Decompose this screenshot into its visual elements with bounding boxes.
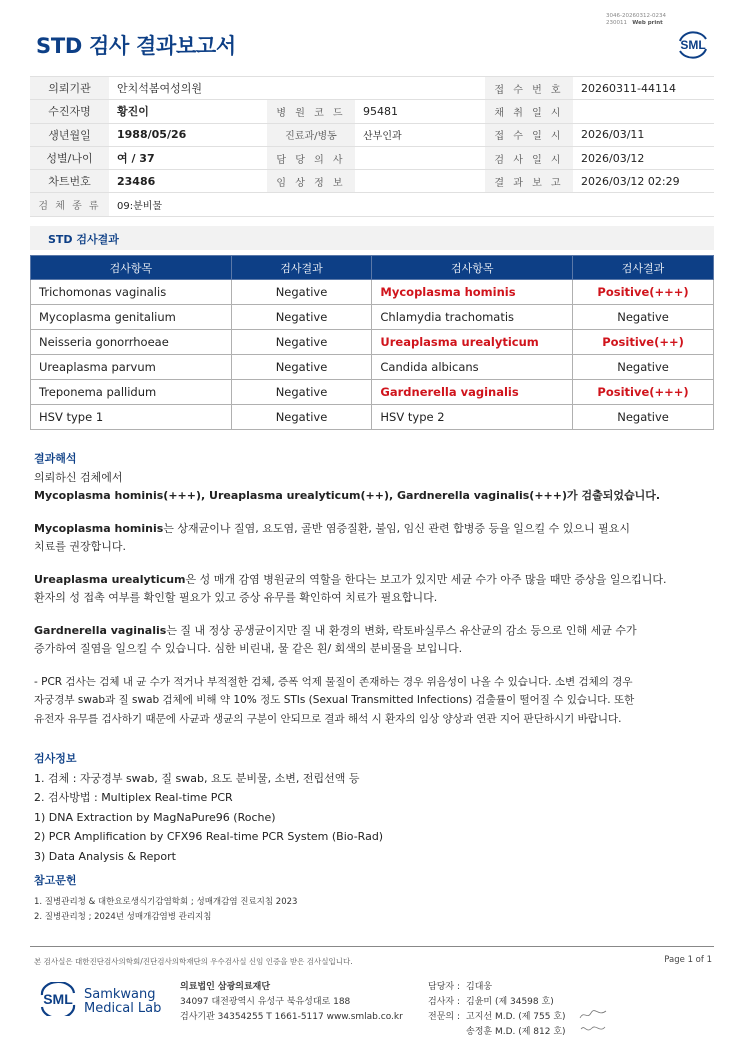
interpretation-section [34,450,714,728]
references-title: 참고문헌 [34,874,77,887]
sml-logo-icon [36,982,80,1016]
info-label: 검 사 일 시 [485,146,573,169]
column-header: 검사항목 [31,256,232,280]
reference-line: 2. 질병관리청 ; 2024년 성매개감염병 관리지침 [34,911,212,922]
interpretation-paragraph: Gardnerella vaginalis는 질 내 정상 공생균이지만 질 내 환경의 변화, 락토바실루스 유산균의 감소 등으로 인해 세균 수가 증가하여 질염을 일으킬 수 있습니다. 심한 비린내, 물 같은 흰/ 회색의 분비물을 보입니다. [34,623,637,655]
birthdate-value: 1988/05/26 [109,123,267,146]
chart-number-value: 23486 [109,170,267,193]
lab-logo-text: Samkwang Medical Lab [84,987,162,1016]
test-result: Negative [231,305,372,330]
test-item: Trichomonas vaginalis [31,280,232,305]
test-result: Negative [231,280,372,305]
section-title: STD 검사결과 [48,233,119,246]
department-value: 산부인과 [355,123,485,146]
table-row [31,355,714,380]
info-label: 채 취 일 시 [485,100,573,123]
info-label: 진료과/병동 [267,123,355,146]
info-label: 의뢰기관 [30,77,109,100]
info-label: 병 원 코 드 [267,100,355,123]
test-result: Positive(+++) [573,380,714,405]
specimen-type-value: 09:분비물 [109,193,714,216]
info-row [30,170,714,193]
test-info-line: 1. 검체 : 자궁경부 swab, 질 swab, 요도 분비물, 소변, 전립선액 등 [34,771,360,785]
info-value [355,77,485,100]
sml-logo-icon [674,27,712,61]
info-label: 성별/나이 [30,146,109,169]
info-label: 임 상 정 보 [267,170,355,193]
print-code: 3046-20260312-0234 230011 Web print [606,13,666,26]
interpretation-paragraph: Ureaplasma urealyticum은 성 매개 감염 병원균의 역할을 한다는 보고가 있지만 세균 수가 아주 많을 때만 증상을 일으킵니다. 환자의 성 접촉 여부를 확인할 필요가 있고 증상 유무를 확인하여 치료가 필요합니다. [34,572,667,604]
column-header: 검사항목 [372,256,573,280]
staff-name: 김대웅 [466,982,493,992]
signature-icon [578,1022,608,1036]
test-result: Positive(+++) [573,280,714,305]
test-item: Neisseria gonorrhoeae [31,330,232,355]
test-item: HSV type 1 [31,405,232,430]
info-row [30,146,714,169]
test-item: Gardnerella vaginalis [372,380,573,405]
test-result: Negative [231,380,372,405]
table-row [31,280,714,305]
hospital-code-value: 95481 [355,100,485,123]
test-result: Negative [231,355,372,380]
test-info-title: 검사정보 [34,752,77,765]
test-result: Negative [573,405,714,430]
references-section [34,872,714,925]
test-info-line: 2) PCR Amplification by CFX96 Real-time PCR System (Bio-Rad) [34,830,384,843]
test-result: Negative [231,405,372,430]
organization-info: 의료법인 삼광의료재단 34097 대전광역시 유성구 북유성대로 188 검사기관 34354255 T 1661-5117 www.smlab.co.kr [180,982,403,1022]
collection-date-value [573,100,714,123]
info-label: 수진자명 [30,100,109,123]
footer-divider [30,946,714,947]
table-row [31,330,714,355]
staff-name: 송정훈 M.D. (제 812 호) [466,1027,566,1037]
signature-icon [578,1008,608,1022]
test-item: Ureaplasma urealyticum [372,330,573,355]
page-number: Page 1 of 1 [664,955,712,965]
received-date-value: 2026/03/11 [573,123,714,146]
interpretation-paragraph: Mycoplasma hominis는 상재균이나 질염, 요도염, 골반 염증질환, 불임, 임신 관련 합병증 등을 일으킬 수 있으니 필요시 치료를 권장합니다. [34,521,631,553]
interpretation-title: 결과해석 [34,452,77,465]
test-item: Ureaplasma parvum [31,355,232,380]
interpretation-summary: Mycoplasma hominis(+++), Ureaplasma urealyticum(++), Gardnerella vaginalis(+++)가 검출되었습니다. [34,489,661,502]
test-item: Treponema pallidum [31,380,232,405]
column-header: 검사결과 [231,256,372,280]
test-info-section [34,749,714,866]
info-label [267,77,355,100]
test-item: Mycoplasma hominis [372,280,573,305]
test-item: HSV type 2 [372,405,573,430]
test-info-line: 3) Data Analysis & Report [34,849,176,863]
test-info-line: 2. 검사방법 : Multiplex Real-time PCR [34,791,233,804]
staff-info: 담당자 : 김대웅 검사자 : 김윤미 (제 34598 호) 전문의 : 고지선 M.D. (제 755 호) 송정훈 M.D. (제 812 호) [428,980,566,1040]
info-row [30,123,714,146]
info-label: 담 당 의 사 [267,146,355,169]
test-date-value: 2026/03/12 [573,146,714,169]
info-label: 차트번호 [30,170,109,193]
staff-name: 고지선 M.D. (제 755 호) [466,1012,566,1022]
reference-line: 1. 질병관리청 & 대한요로생식기감염학회 ; 성매개감염 진료지침 2023 [34,896,298,907]
test-info-line: 1) DNA Extraction by MagNaPure96 (Roche) [34,810,276,824]
results-table [30,255,714,430]
test-item: Chlamydia trachomatis [372,305,573,330]
patient-name-value: 황진이 [109,100,267,123]
logo-text: SML [680,38,706,52]
patient-info-table [30,76,714,217]
test-item: Candida albicans [372,355,573,380]
table-row [31,405,714,430]
clinical-info-value [355,170,485,193]
test-item: Mycoplasma genitalium [31,305,232,330]
results-section-header [30,226,714,250]
institution-value: 안치석봄여성의원 [109,77,267,100]
info-label: 검 체 종 류 [30,193,109,216]
accession-number-value: 20260311-44114 [573,77,714,100]
info-row [30,77,714,100]
report-title: STD 검사 결과보고서 [36,34,236,58]
certification-note: 본 검사실은 대한진단검사의학회/진단검사의학재단의 우수검사실 신임 인증을 받은 검사실입니다. [34,957,353,966]
report-date-value: 2026/03/12 02:29 [573,170,714,193]
info-label: 접 수 번 호 [485,77,573,100]
test-result: Negative [231,330,372,355]
info-label: 결 과 보 고 [485,170,573,193]
logo-text: SML [43,991,73,1007]
table-row [31,380,714,405]
info-row [30,193,714,216]
info-label: 접 수 일 시 [485,123,573,146]
sex-age-value: 여 / 37 [109,146,267,169]
interpretation-intro: 의뢰하신 검체에서 [34,470,123,484]
table-row [31,305,714,330]
doctor-value [355,146,485,169]
test-result: Negative [573,355,714,380]
info-label: 생년월일 [30,123,109,146]
column-header: 검사결과 [573,256,714,280]
test-result: Positive(++) [573,330,714,355]
staff-name: 김윤미 (제 34598 호) [466,997,554,1007]
test-result: Negative [573,305,714,330]
pcr-note: - PCR 검사는 검체 내 균 수가 적거나 부적절한 검체, 증폭 억제 물질이 존재하는 경우 위음성이 나올 수 있습니다. 소변 검체의 경우 자궁경부 swab과 질 swab 검체에 비해 약 10% 정도 STIs (Sexual Transmitted Infections) 검출률이 떨어질 수 있습니다. 또한 유전자 유무를 검사하기 때문에 사균과 생균의 구분이 안되므로 결과 해석 시 환자의 임상 양상과 연관 지어 판단하시기 바랍니다. [34,675,635,725]
info-row [30,100,714,123]
